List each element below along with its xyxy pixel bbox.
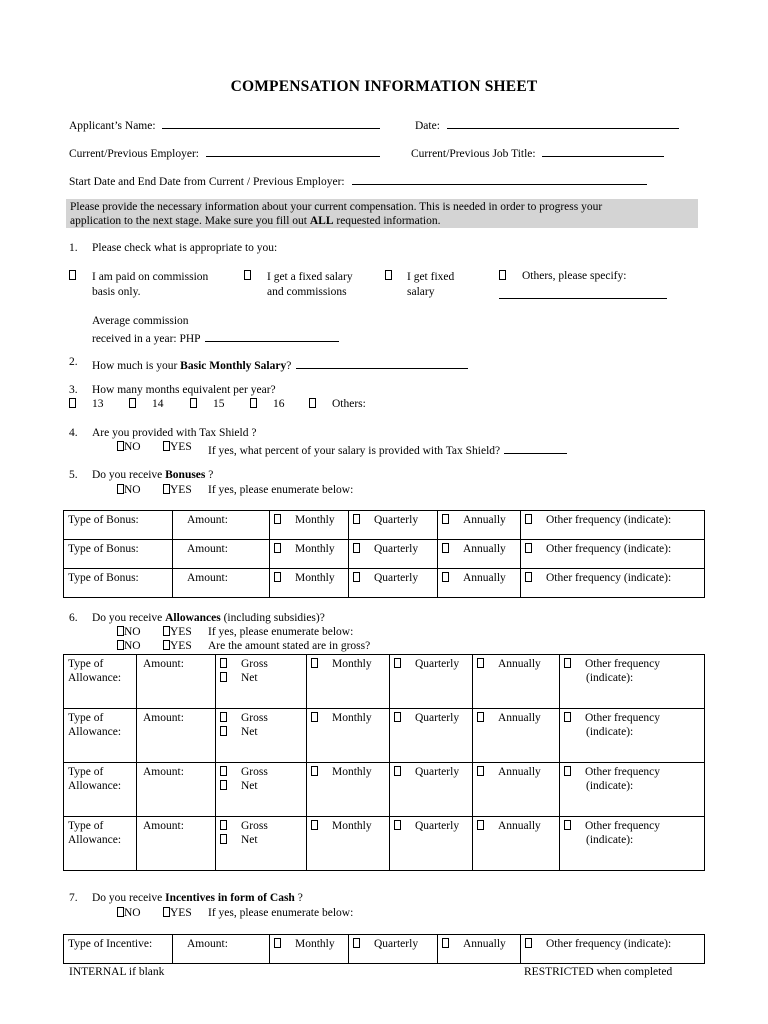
net-label: Net [241, 672, 258, 684]
checkbox-icon[interactable] [220, 766, 227, 776]
quarterly-label: Quarterly [374, 938, 419, 950]
amount-label: Amount: [143, 712, 184, 724]
checkbox-icon[interactable] [525, 543, 532, 553]
option-others: Others, please specify: [522, 270, 627, 282]
q7-text-post: ? [294, 892, 303, 904]
job-title-input[interactable] [542, 144, 664, 157]
q5-no[interactable] [117, 484, 141, 496]
q6-no-2[interactable] [117, 640, 141, 652]
quarterly-cell[interactable] [390, 763, 473, 817]
annually-label: Annually [463, 514, 506, 526]
type-label-2: Allowance: [68, 780, 122, 792]
table-row [64, 709, 705, 763]
quarterly-label: Quarterly [374, 514, 419, 526]
type-label: Type of [68, 820, 104, 832]
quarterly-label: Quarterly [374, 543, 419, 555]
q4-no[interactable] [117, 441, 141, 453]
checkbox-icon[interactable] [190, 398, 197, 408]
amount-label: Amount: [143, 766, 184, 778]
checkbox-icon[interactable] [564, 712, 571, 722]
checkbox-icon[interactable] [129, 398, 136, 408]
quarterly-label: Quarterly [415, 766, 460, 778]
type-cell[interactable] [64, 540, 173, 569]
employer-label: Current/Previous Employer: [69, 148, 199, 160]
checkbox-icon[interactable] [564, 820, 571, 830]
checkbox-icon[interactable] [244, 270, 251, 280]
q6-follow-1: If yes, please enumerate below: [208, 626, 354, 638]
annually-label: Annually [463, 572, 506, 584]
q4-follow [208, 441, 567, 457]
type-label: Type of Incentive: [68, 938, 153, 950]
gross-label: Gross [241, 712, 268, 724]
other-frequency-label: Other frequency (indicate): [546, 572, 672, 584]
employer-input[interactable] [206, 144, 380, 157]
checkbox-icon[interactable] [163, 626, 170, 636]
other-frequency-label: Other frequency (indicate): [546, 938, 672, 950]
table-row [64, 935, 705, 964]
q5-text-bold: Bonuses [165, 469, 206, 481]
other-cell[interactable] [521, 540, 705, 569]
checkbox-icon[interactable] [117, 441, 124, 451]
type-cell[interactable] [64, 511, 173, 540]
job-title-label: Current/Previous Job Title: [411, 148, 536, 160]
checkbox-icon[interactable] [309, 398, 316, 408]
quarterly-cell[interactable] [349, 935, 438, 964]
checkbox-icon[interactable] [274, 514, 281, 524]
monthly-cell[interactable] [270, 935, 349, 964]
q3-text: How many months equivalent per year? [92, 384, 276, 396]
amount-label: Amount: [143, 658, 184, 670]
basic-salary-input[interactable] [296, 356, 468, 369]
checkbox-icon[interactable] [274, 572, 281, 582]
other-cell[interactable] [521, 569, 705, 598]
monthly-label: Monthly [295, 572, 335, 584]
monthly-label: Monthly [332, 658, 372, 670]
q1-text: Please check what is appropriate to you: [92, 242, 278, 254]
q7-text [92, 892, 303, 904]
checkbox-icon[interactable] [353, 938, 360, 948]
type-label: Type of [68, 658, 104, 670]
gross-label: Gross [241, 820, 268, 832]
option-commission-line1: I am paid on commission [92, 271, 209, 283]
checkbox-icon[interactable] [442, 543, 449, 553]
q7-follow: If yes, please enumerate below: [208, 907, 354, 919]
annually-cell[interactable] [473, 817, 560, 871]
q6-yes-label: YES [170, 640, 192, 652]
checkbox-icon[interactable] [117, 484, 124, 494]
other-frequency-label-2: (indicate): [586, 780, 634, 792]
quarterly-cell[interactable] [349, 569, 438, 598]
q4-number: 4. [69, 427, 78, 439]
checkbox-fixed-salary[interactable] [385, 270, 392, 282]
q6-text-pre: Do you receive [92, 612, 166, 624]
others-specify-input[interactable] [499, 286, 667, 302]
q3-number: 3. [69, 384, 78, 396]
checkbox-icon[interactable] [394, 658, 401, 668]
months-option-14-label: 14 [152, 398, 164, 410]
checkbox-icon[interactable] [311, 766, 318, 776]
annually-cell[interactable] [438, 569, 521, 598]
q4-yes[interactable] [163, 441, 192, 453]
option-commission-line2: basis only. [92, 286, 141, 298]
q6-follow-2: Are the amount stated are in gross? [208, 640, 371, 652]
checkbox-icon[interactable] [117, 626, 124, 636]
q1-number: 1. [69, 242, 78, 254]
table-row [64, 763, 705, 817]
checkbox-icon[interactable] [477, 766, 484, 776]
q7-text-bold: Incentives in form of Cash [165, 892, 295, 904]
q2-text [92, 356, 468, 372]
quarterly-label: Quarterly [415, 820, 460, 832]
q6-no-label: NO [124, 626, 141, 638]
checkbox-icon[interactable] [163, 441, 170, 451]
applicant-name-input[interactable] [162, 116, 380, 129]
notice-line-2 [70, 214, 694, 228]
incentive-table [63, 934, 705, 964]
quarterly-label: Quarterly [415, 712, 460, 724]
other-cell[interactable] [521, 511, 705, 540]
checkbox-icon[interactable] [220, 726, 227, 736]
quarterly-cell[interactable] [349, 511, 438, 540]
option-fixed-salary-line2: salary [407, 286, 435, 298]
amount-label: Amount: [187, 543, 228, 555]
q5-number: 5. [69, 469, 78, 481]
q7-number: 7. [69, 892, 78, 904]
checkbox-icon[interactable] [564, 766, 571, 776]
applicant-name-field[interactable] [69, 116, 380, 132]
checkbox-icon[interactable] [394, 712, 401, 722]
annually-label: Annually [498, 766, 541, 778]
type-cell[interactable] [64, 817, 137, 871]
date-field[interactable] [415, 116, 679, 132]
checkbox-others[interactable] [499, 270, 506, 282]
months-option-13[interactable] [69, 398, 104, 410]
checkbox-icon[interactable] [274, 543, 281, 553]
checkbox-icon[interactable] [525, 938, 532, 948]
annually-label: Annually [498, 658, 541, 670]
net-label: Net [241, 726, 258, 738]
annually-label: Annually [463, 543, 506, 555]
quarterly-label: Quarterly [374, 572, 419, 584]
amount-cell[interactable] [137, 655, 216, 709]
annually-label: Annually [498, 820, 541, 832]
amount-label: Amount: [143, 820, 184, 832]
amount-cell[interactable] [137, 763, 216, 817]
option-fixed-salary [407, 270, 454, 300]
monthly-cell[interactable] [307, 709, 390, 763]
footer-internal: INTERNAL if blank [69, 966, 165, 978]
amount-cell[interactable] [173, 569, 270, 598]
annually-cell[interactable] [473, 763, 560, 817]
q7-yes[interactable] [163, 907, 192, 919]
q5-follow: If yes, please enumerate below: [208, 484, 354, 496]
date-input[interactable] [447, 116, 679, 129]
gross-net-cell[interactable] [216, 709, 307, 763]
monthly-label: Monthly [332, 820, 372, 832]
months-option-16-label: 16 [273, 398, 285, 410]
other-frequency-label-2: (indicate): [586, 726, 634, 738]
checkbox-icon[interactable] [274, 938, 281, 948]
type-label-2: Allowance: [68, 834, 122, 846]
checkbox-icon[interactable] [477, 658, 484, 668]
annually-cell[interactable] [473, 655, 560, 709]
checkbox-icon[interactable] [311, 712, 318, 722]
table-row [64, 511, 705, 540]
type-cell[interactable] [64, 569, 173, 598]
annually-label: Annually [463, 938, 506, 950]
amount-label: Amount: [187, 514, 228, 526]
checkbox-icon[interactable] [117, 640, 124, 650]
average-commission-input[interactable] [205, 329, 339, 342]
amount-label: Amount: [187, 572, 228, 584]
checkbox-icon[interactable] [442, 938, 449, 948]
checkbox-icon[interactable] [220, 820, 227, 830]
checkbox-icon[interactable] [311, 820, 318, 830]
other-cell[interactable] [560, 709, 705, 763]
notice-line-1: Please provide the necessary information about your current compensation. This is needed in order to progress your [70, 201, 603, 213]
quarterly-cell[interactable] [349, 540, 438, 569]
q5-yes[interactable] [163, 484, 192, 496]
other-cell[interactable] [521, 935, 705, 964]
type-label: Type of Bonus: [68, 572, 139, 584]
other-frequency-label: Other frequency [585, 766, 661, 778]
amount-label: Amount: [187, 938, 228, 950]
allowance-table [63, 654, 705, 871]
other-cell[interactable] [560, 763, 705, 817]
type-cell[interactable] [64, 655, 137, 709]
amount-cell[interactable] [137, 709, 216, 763]
checkbox-commission[interactable] [69, 270, 76, 282]
gross-net-cell[interactable] [216, 763, 307, 817]
checkbox-icon[interactable] [477, 712, 484, 722]
other-frequency-label: Other frequency [585, 658, 661, 670]
checkbox-icon[interactable] [394, 766, 401, 776]
page-title: COMPENSATION INFORMATION SHEET [230, 78, 538, 95]
checkbox-icon[interactable] [525, 514, 532, 524]
monthly-label: Monthly [332, 766, 372, 778]
type-label: Type of Bonus: [68, 543, 139, 555]
annually-cell[interactable] [438, 935, 521, 964]
date-label: Date: [415, 120, 440, 132]
checkbox-icon[interactable] [220, 780, 227, 790]
option-fixed-salary-line1: I get fixed [407, 271, 455, 283]
q7-yes-label: YES [170, 907, 192, 919]
monthly-cell[interactable] [307, 817, 390, 871]
months-option-others[interactable] [309, 398, 366, 410]
checkbox-icon[interactable] [69, 270, 76, 280]
monthly-label: Monthly [332, 712, 372, 724]
monthly-cell[interactable] [307, 655, 390, 709]
start-end-field[interactable] [69, 172, 647, 188]
tax-shield-percent-input[interactable] [504, 441, 567, 454]
q5-no-label: NO [124, 484, 141, 496]
checkbox-icon[interactable] [477, 820, 484, 830]
other-frequency-label-2: (indicate): [586, 672, 634, 684]
q4-no-label: NO [124, 441, 141, 453]
annually-label: Annually [498, 712, 541, 724]
checkbox-icon[interactable] [163, 907, 170, 917]
other-cell[interactable] [560, 817, 705, 871]
quarterly-cell[interactable] [390, 709, 473, 763]
q4-text: Are you provided with Tax Shield ? [92, 427, 257, 439]
checkbox-icon[interactable] [353, 572, 360, 582]
quarterly-cell[interactable] [390, 655, 473, 709]
q6-text-bold: Allowances [165, 612, 221, 624]
checkbox-icon[interactable] [163, 640, 170, 650]
q5-yes-label: YES [170, 484, 192, 496]
months-option-15-label: 15 [213, 398, 225, 410]
q5-text [92, 469, 213, 481]
checkbox-icon[interactable] [220, 712, 227, 722]
option-fixed-and-commission [267, 270, 353, 300]
q2-text-bold: Basic Monthly Salary [180, 360, 287, 372]
checkbox-icon[interactable] [353, 543, 360, 553]
checkbox-icon[interactable] [311, 658, 318, 668]
start-end-label: Start Date and End Date from Current / Previous Employer: [69, 176, 345, 188]
annually-cell[interactable] [438, 511, 521, 540]
applicant-name-label: Applicant’s Name: [69, 120, 156, 132]
q6-text [92, 612, 325, 624]
checkbox-icon[interactable] [250, 398, 257, 408]
average-commission-line1: Average commission [92, 315, 189, 327]
checkbox-icon[interactable] [220, 834, 227, 844]
net-label: Net [241, 834, 258, 846]
checkbox-icon[interactable] [525, 572, 532, 582]
months-option-15[interactable] [190, 398, 225, 410]
checkbox-icon[interactable] [564, 658, 571, 668]
q2-text-post: ? [286, 360, 292, 372]
q7-no[interactable] [117, 907, 141, 919]
q7-no-label: NO [124, 907, 141, 919]
other-frequency-label: Other frequency (indicate): [546, 543, 672, 555]
months-option-others-label: Others: [332, 398, 366, 410]
type-cell[interactable] [64, 709, 137, 763]
type-label: Type of Bonus: [68, 514, 139, 526]
checkbox-icon[interactable] [442, 514, 449, 524]
q6-no-1[interactable] [117, 626, 141, 638]
bonus-table [63, 510, 705, 598]
checkbox-icon[interactable] [353, 514, 360, 524]
footer-restricted: RESTRICTED when completed [524, 966, 673, 978]
checkbox-icon[interactable] [163, 484, 170, 494]
start-end-input[interactable] [352, 172, 647, 185]
gross-net-cell[interactable] [216, 655, 307, 709]
table-row [64, 540, 705, 569]
notice-line-2-text: application to the next stage. Make sure you fill out [70, 215, 310, 227]
type-label: Type of [68, 766, 104, 778]
job-title-field[interactable] [411, 144, 664, 160]
amount-cell[interactable] [173, 935, 270, 964]
quarterly-label: Quarterly [415, 658, 460, 670]
annually-cell[interactable] [473, 709, 560, 763]
gross-net-cell[interactable] [216, 817, 307, 871]
option-commission [92, 270, 208, 300]
q5-text-pre: Do you receive [92, 469, 166, 481]
employer-field[interactable] [69, 144, 380, 160]
checkbox-icon[interactable] [69, 398, 76, 408]
monthly-label: Monthly [295, 514, 335, 526]
q4-yes-label: YES [170, 441, 192, 453]
gross-label: Gross [241, 766, 268, 778]
q4-follow-text: If yes, what percent of your salary is provided with Tax Shield? [208, 445, 501, 457]
q6-yes-2[interactable] [163, 640, 192, 652]
checkbox-icon[interactable] [117, 907, 124, 917]
average-commission-line2: received in a year: PHP [92, 333, 201, 345]
checkbox-icon[interactable] [385, 270, 392, 280]
monthly-label: Monthly [295, 543, 335, 555]
table-row [64, 817, 705, 871]
other-frequency-label: Other frequency [585, 712, 661, 724]
q6-number: 6. [69, 612, 78, 624]
type-cell[interactable] [64, 935, 173, 964]
q6-yes-label: YES [170, 626, 192, 638]
months-option-14[interactable] [129, 398, 164, 410]
checkbox-icon[interactable] [394, 820, 401, 830]
q2-number: 2. [69, 356, 78, 368]
q5-text-post: ? [205, 469, 214, 481]
checkbox-fixed-and-commission[interactable] [244, 270, 251, 282]
monthly-cell[interactable] [270, 540, 349, 569]
monthly-cell[interactable] [270, 569, 349, 598]
other-frequency-label: Other frequency (indicate): [546, 514, 672, 526]
type-label: Type of [68, 712, 104, 724]
average-commission [92, 314, 339, 347]
other-frequency-label: Other frequency [585, 820, 661, 832]
notice-line-2-end: requested information. [333, 215, 441, 227]
table-row [64, 655, 705, 709]
q6-text-post: (including subsidies)? [220, 612, 325, 624]
option-fixed-and-commission-line1: I get a fixed salary [267, 271, 353, 283]
type-cell[interactable] [64, 763, 137, 817]
months-option-13-label: 13 [92, 398, 104, 410]
q6-yes-1[interactable] [163, 626, 192, 638]
amount-cell[interactable] [173, 540, 270, 569]
amount-cell[interactable] [137, 817, 216, 871]
q6-no-label: NO [124, 640, 141, 652]
type-label-2: Allowance: [68, 672, 122, 684]
checkbox-icon[interactable] [220, 658, 227, 668]
net-label: Net [241, 780, 258, 792]
quarterly-cell[interactable] [390, 817, 473, 871]
amount-cell[interactable] [173, 511, 270, 540]
q7-text-pre: Do you receive [92, 892, 166, 904]
annually-cell[interactable] [438, 540, 521, 569]
checkbox-icon[interactable] [442, 572, 449, 582]
q2-text-pre: How much is your [92, 360, 181, 372]
table-row [64, 569, 705, 598]
other-frequency-label-2: (indicate): [586, 834, 634, 846]
gross-label: Gross [241, 658, 268, 670]
checkbox-icon[interactable] [499, 270, 506, 280]
monthly-label: Monthly [295, 938, 335, 950]
months-option-16[interactable] [250, 398, 285, 410]
other-cell[interactable] [560, 655, 705, 709]
notice-emphasis: ALL [309, 215, 334, 227]
monthly-cell[interactable] [270, 511, 349, 540]
option-fixed-and-commission-line2: and commissions [267, 286, 347, 298]
monthly-cell[interactable] [307, 763, 390, 817]
checkbox-icon[interactable] [220, 672, 227, 682]
type-label-2: Allowance: [68, 726, 122, 738]
instructions-notice [66, 199, 698, 228]
